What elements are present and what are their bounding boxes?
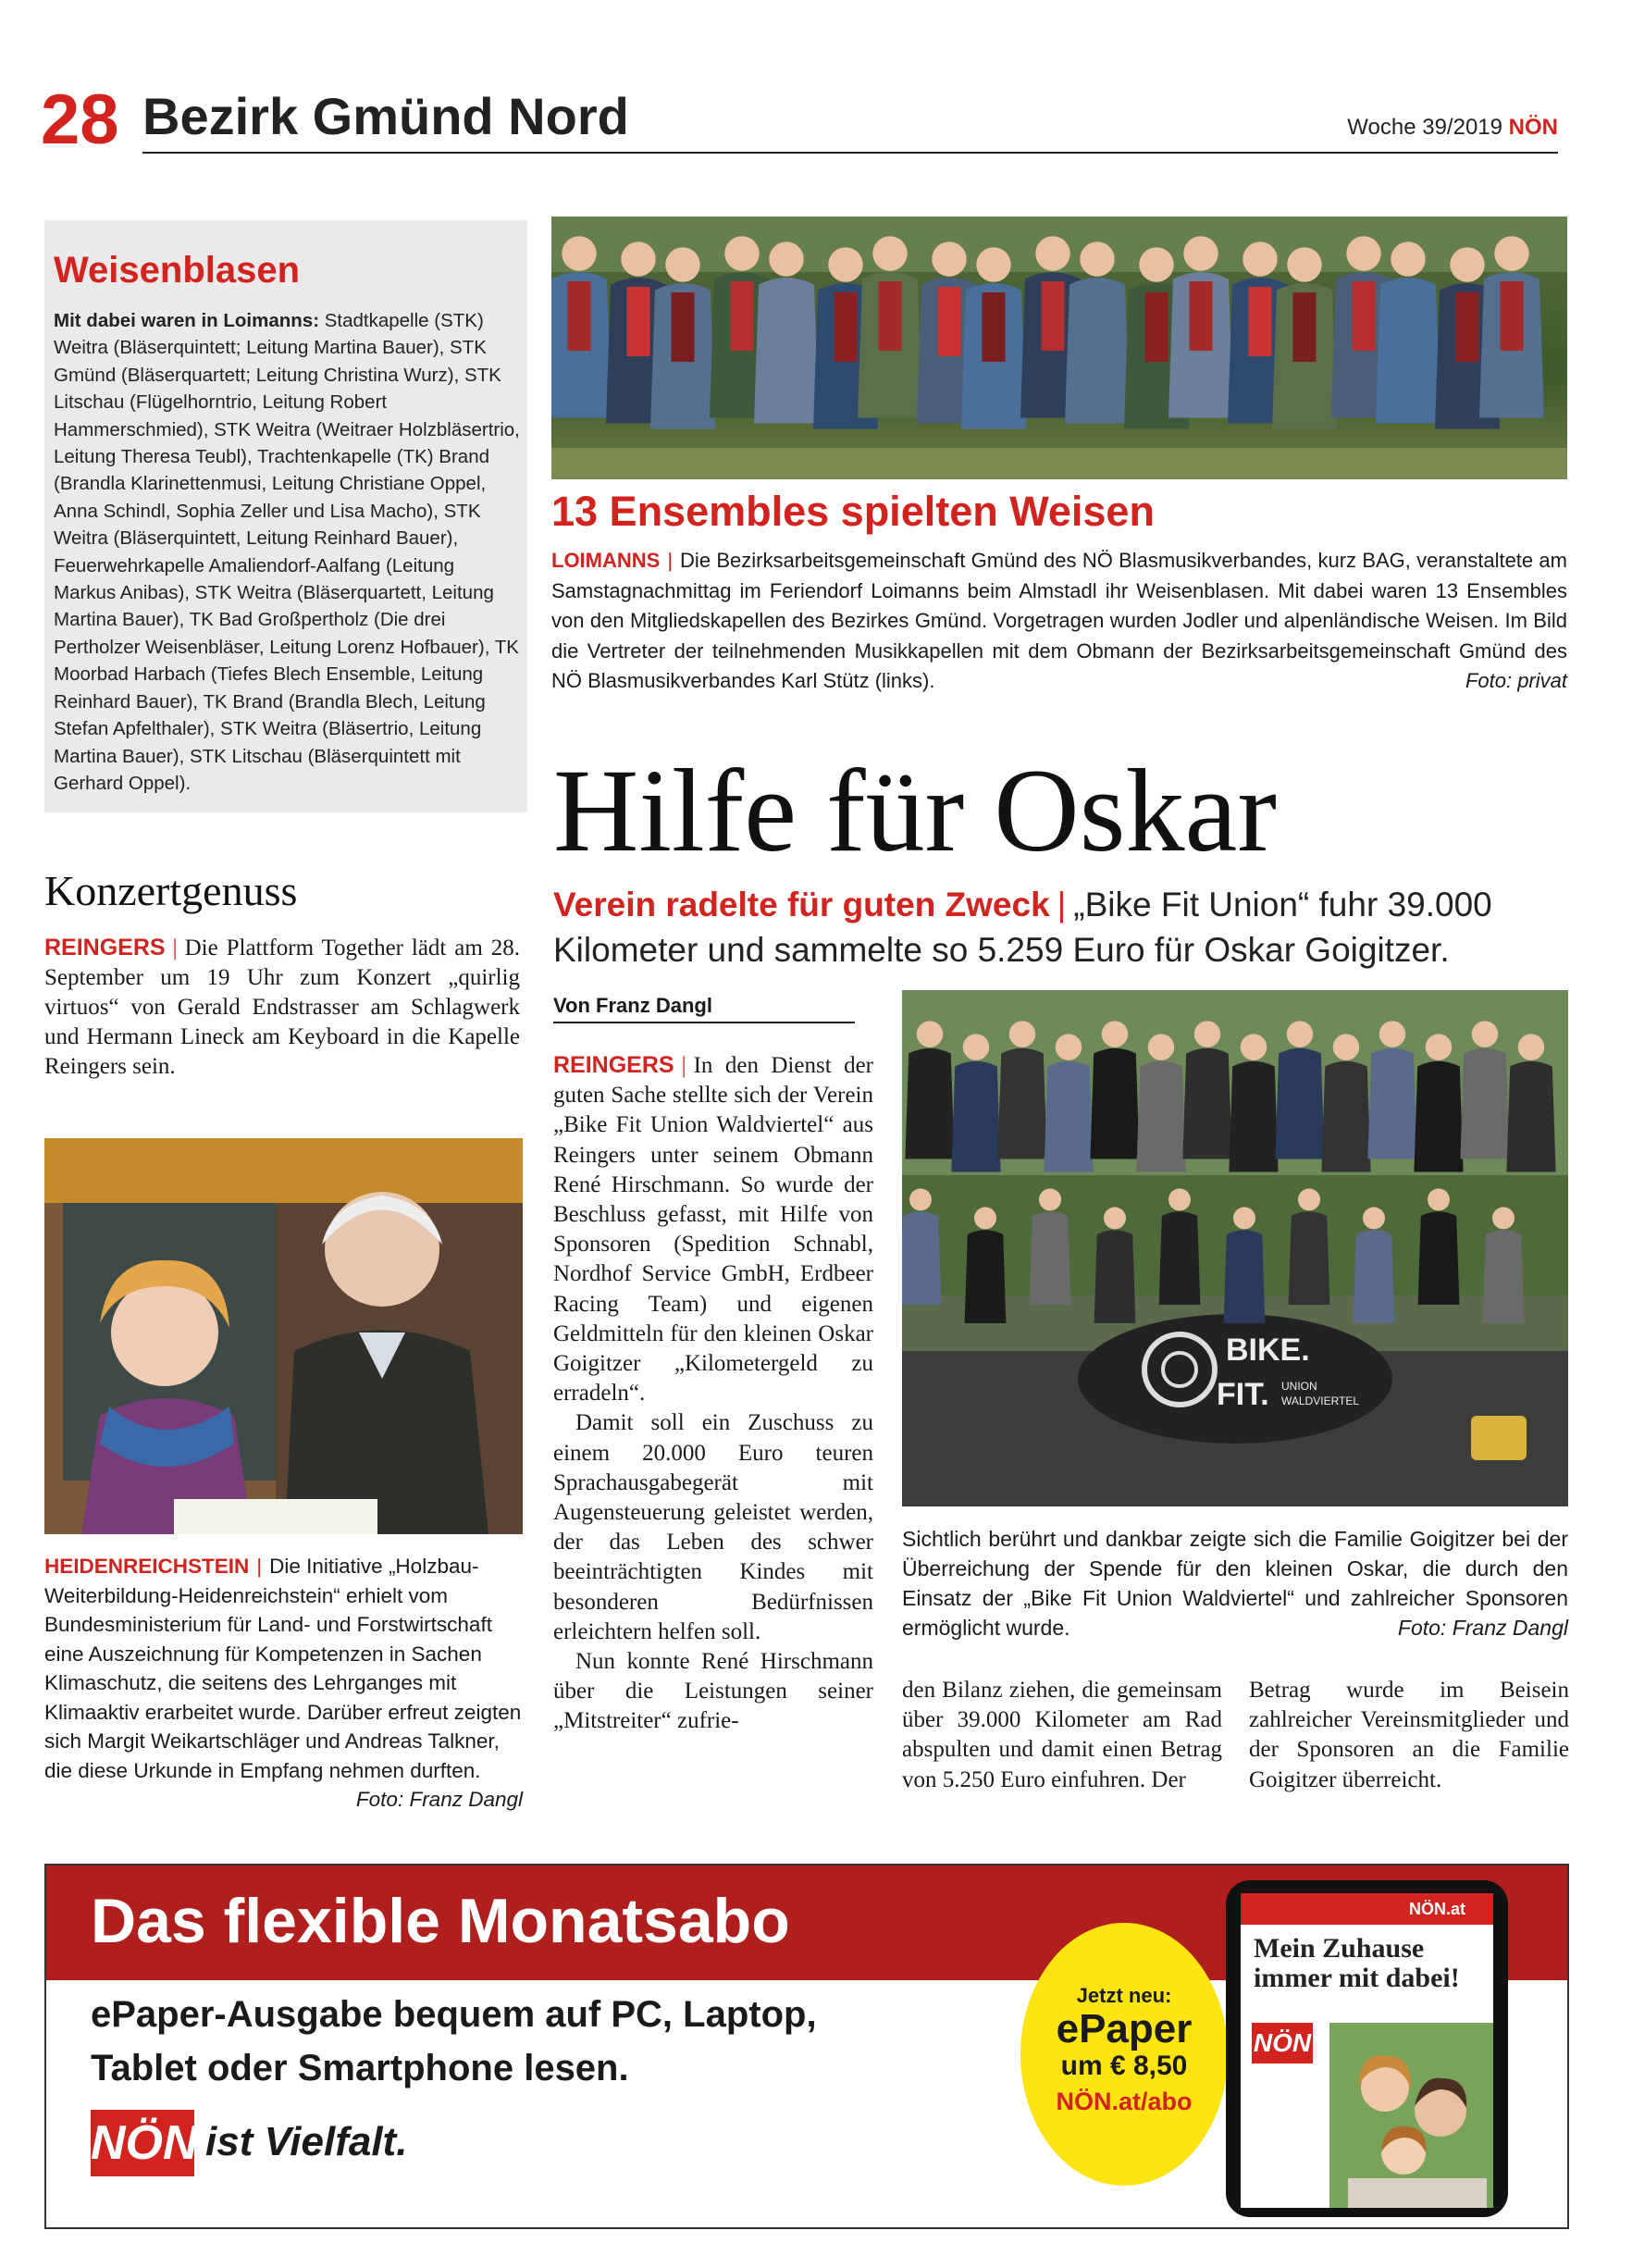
konzert-text: REINGERS | Die Plattform Together lädt am 28. September um 19 Uhr zum Konzert „quirlig virtuos“ von Gerald Endstrasser am Schlagwerk und Hermann Lineck am Keyboard in die Kapelle Reingers sein. xyxy=(44,935,520,1079)
byline: Von Franz Dangl xyxy=(553,994,712,1017)
oskar-column-3: Betrag wurde im Beisein zahlreicher Vereinsmitglieder und der Sponsoren an die Familie Goigitzer überreicht. xyxy=(1249,1678,1569,1792)
heidenreichstein-photo xyxy=(44,1138,523,1534)
sidebar-lead: Mit dabei waren in Loimanns: xyxy=(54,310,320,331)
ensembles-credit: Foto: privat xyxy=(1465,669,1567,692)
phone-non-logo: NÖN xyxy=(1252,2023,1313,2064)
byline-rule xyxy=(553,1022,855,1023)
section-title: Bezirk Gmünd Nord xyxy=(142,87,629,145)
bike-photo-credit: Foto: Franz Dangl xyxy=(1397,1616,1568,1640)
heidenreichstein-credit: Foto: Franz Dangl xyxy=(355,1788,523,1811)
oskar-sub-text: „Bike Fit Union“ fuhr 39.000 Kilometer und sammelte so 5.259 Euro für Oskar Goigitzer. xyxy=(553,886,1492,969)
oskar-para-3-start: Nun konnte René Hirschmann über die Leistungen seiner „Mitstreiter“ zufrie- xyxy=(553,1649,873,1734)
bike-photo-caption: Sichtlich berührt und dankbar zeigte sich die Familie Goigitzer bei der Überreichung der Spende für den kleinen Oskar, die durch den Einsatz der „Bike Fit Union Waldviertel“ und zahlreicher Sponsoren ermöglicht wurde. Foto: Franz Dangl xyxy=(902,1524,1568,1642)
heidenreichstein-kicker: HEIDENREICHSTEIN xyxy=(44,1555,250,1578)
badge-price: um € 8,50 xyxy=(1060,2051,1188,2081)
banner-fit: FIT. xyxy=(1217,1377,1269,1412)
sidebar-weisenblasen xyxy=(44,220,527,812)
header-rule xyxy=(142,152,1558,154)
ensemble-photo xyxy=(551,217,1567,479)
oskar-kicker: REINGERS xyxy=(553,1052,674,1078)
phone-brand: NÖN.at xyxy=(1241,1893,1493,1925)
badge-url[interactable]: NÖN.at/abo xyxy=(1056,2088,1193,2115)
ensembles-kicker: LOIMANNS xyxy=(551,549,661,572)
badge-line-2: ePaper xyxy=(1056,2006,1193,2051)
phone-screen xyxy=(1241,1893,1493,2208)
oskar-para-1: REINGERS | In den Dienst der guten Sache stellte sich der Verein „Bike Fit Union Waldviertel“ aus Reingers unter seinem Obmann René Hirschmann. So wurde der Beschluss gefasst, mit Hilfe von Sponsoren (Spedition Schnabl, Nordhof Service GmbH, Erdbeer Racing Team) und eigenen Geldmitteln für den kleinen Oskar Goigitzer „Kilometergeld zu erradeln“. xyxy=(553,1052,873,1407)
page-number: 28 xyxy=(41,81,119,159)
ad-tagline: ist Vielfalt. xyxy=(205,2119,408,2164)
ensembles-text: LOIMANNS | Die Bezirksarbeitsgemeinschaft Gmünd des NÖ Blasmusikverbandes, kurz BAG, veranstaltete am Samstagnachmittag im Feriendorf Loimanns beim Almstadl ihr Weisenblasen. Mit dabei waren 13 Ensembles von den Mitgliedskapellen des Bezirkes Gmünd. Vorgetragen wurden Jodler und alpenländische Weisen. Im Bild die Vertreter der teilnehmenden Musikkapellen mit dem Obmann der Bezirksarbeitsgemeinschaft Gmünd des NÖ Blasmusikverbandes Karl Stütz (links). Foto: privat xyxy=(551,546,1567,697)
oskar-para-2: Damit soll ein Zuschuss zu einem 20.000 Euro teuren Sprachausgabegerät mit Augensteuerung geleistet werden, der das Leben des schwer beeinträchtigten Kindes mit besonderen Bedürfnissen erleichtern helfen soll. xyxy=(553,1410,873,1644)
brand-label: NÖN xyxy=(1508,115,1558,140)
oskar-column-1 xyxy=(553,1050,873,1737)
issue-week: Woche 39/2019 xyxy=(1347,115,1502,140)
phone-headline: Mein Zuhause immer mit dabei! xyxy=(1254,1933,1460,1993)
badge-line-1: Jetzt neu: xyxy=(1076,1984,1172,2007)
banner-union: UNION xyxy=(1281,1380,1317,1393)
konzert-title: Konzertgenuss xyxy=(44,867,298,914)
konzert-kicker: REINGERS xyxy=(44,935,166,960)
ad-subline: ePaper-Ausgabe bequem auf PC, Laptop, Tablet oder Smartphone lesen. xyxy=(91,1994,817,2088)
sidebar-title: Weisenblasen xyxy=(54,250,301,291)
sidebar-text xyxy=(54,307,520,797)
banner-region: WALDVIERTEL xyxy=(1281,1394,1360,1407)
issue-info xyxy=(1347,115,1558,141)
ad-headline: Das flexible Monatsabo xyxy=(91,1886,790,1956)
ensembles-title: 13 Ensembles spielten Weisen xyxy=(551,488,1155,535)
epaper-badge[interactable] xyxy=(1020,1923,1228,2186)
bike-fit-photo xyxy=(902,990,1568,1506)
sidebar-body: Stadtkapelle (STK) Weitra (Bläserquintett; Leitung Martina Bauer), STK Gmünd (Bläserquartett; Leitung Christina Wurz), STK Litschau (Flügelhorntrio, Leitung Robert Hammerschmied), STK Weitra (Weitraer Holzbläsertrio, Leitung Theresa Teubl), Trachtenkapelle (TK) Brand (Brandla Klarinettenmusi, Leitung Christiane Oppel, Anna Schindl, Sophia Zeller und Lisa Macho), STK Weitra (Bläserquintett, Leitung Reinhard Bauer), Feuerwehrkapelle Amaliendorf-Aalfang (Leitung Markus Anibas), STK Weitra (Bläserquartett, Leitung Martina Bauer), TK Bad Großpertholz (Die drei Pertholzer Weisenbläser, Leitung Lorenz Hofbauer), TK Moorbad Harbach (Tiefes Blech Ensemble, Leitung Reinhard Bauer), TK Brand (Brandla Blech, Leitung Stefan Apfelthaler), STK Weitra (Bläsertrio, Leitung Martina Bauer), STK Litschau (Bläserquintett mit Gerhard Oppel). xyxy=(54,310,520,794)
oskar-sub-kicker: Verein radelte für guten Zweck xyxy=(553,886,1050,923)
ensembles-body: Die Bezirksarbeitsgemeinschaft Gmünd des NÖ Blasmusikverbandes, kurz BAG, veranstaltete am Samstagnachmittag im Feriendorf Loimanns beim Almstadl ihr Weisenblasen. Mit dabei waren 13 Ensembles von den Mitgliedskapellen des Bezirkes Gmünd. Vorgetragen wurden Jodler und alpenländische Weisen. Im Bild die Vertreter der teilnehmenden Musikkapellen mit dem Obmann der Bezirksarbeitsgemeinschaft Gmünd des NÖ Blasmusikverbandes Karl Stütz (links). xyxy=(551,549,1567,692)
heidenreichstein-caption: HEIDENREICHSTEIN | Die Initiative „Holzbau-Weiterbildung-Heidenreichstein“ erhielt vom Bundesministerium für Land- und Forstwirtschaft eine Auszeichnung für Kompetenzen in Sachen Klimaschutz, die seitens des Lehrganges mit Klimaaktiv erarbeitet wurde. Darüber erfreut zeigten sich Margit Weikartschläger und Andreas Talkner, die diese Urkunde in Empfang nehmen durften. Foto: Franz Dangl xyxy=(44,1552,523,1815)
non-logo: NÖN xyxy=(91,2110,194,2176)
oskar-column-2: den Bilanz ziehen, die gemeinsam über 39.000 Kilometer am Rad abspulten und damit einen Betrag von 5.250 Euro einfuhren. Der xyxy=(902,1678,1222,1792)
banner-bike: BIKE. xyxy=(1226,1332,1310,1368)
oskar-subheadline: Verein radelte für guten Zweck | „Bike Fit Union“ fuhr 39.000 Kilometer und sammelte so 5.259 Euro für Oskar Goigitzer. xyxy=(553,886,1492,969)
oskar-headline: Hilfe für Oskar xyxy=(553,745,1277,876)
phone-family-image xyxy=(1329,2023,1493,2208)
